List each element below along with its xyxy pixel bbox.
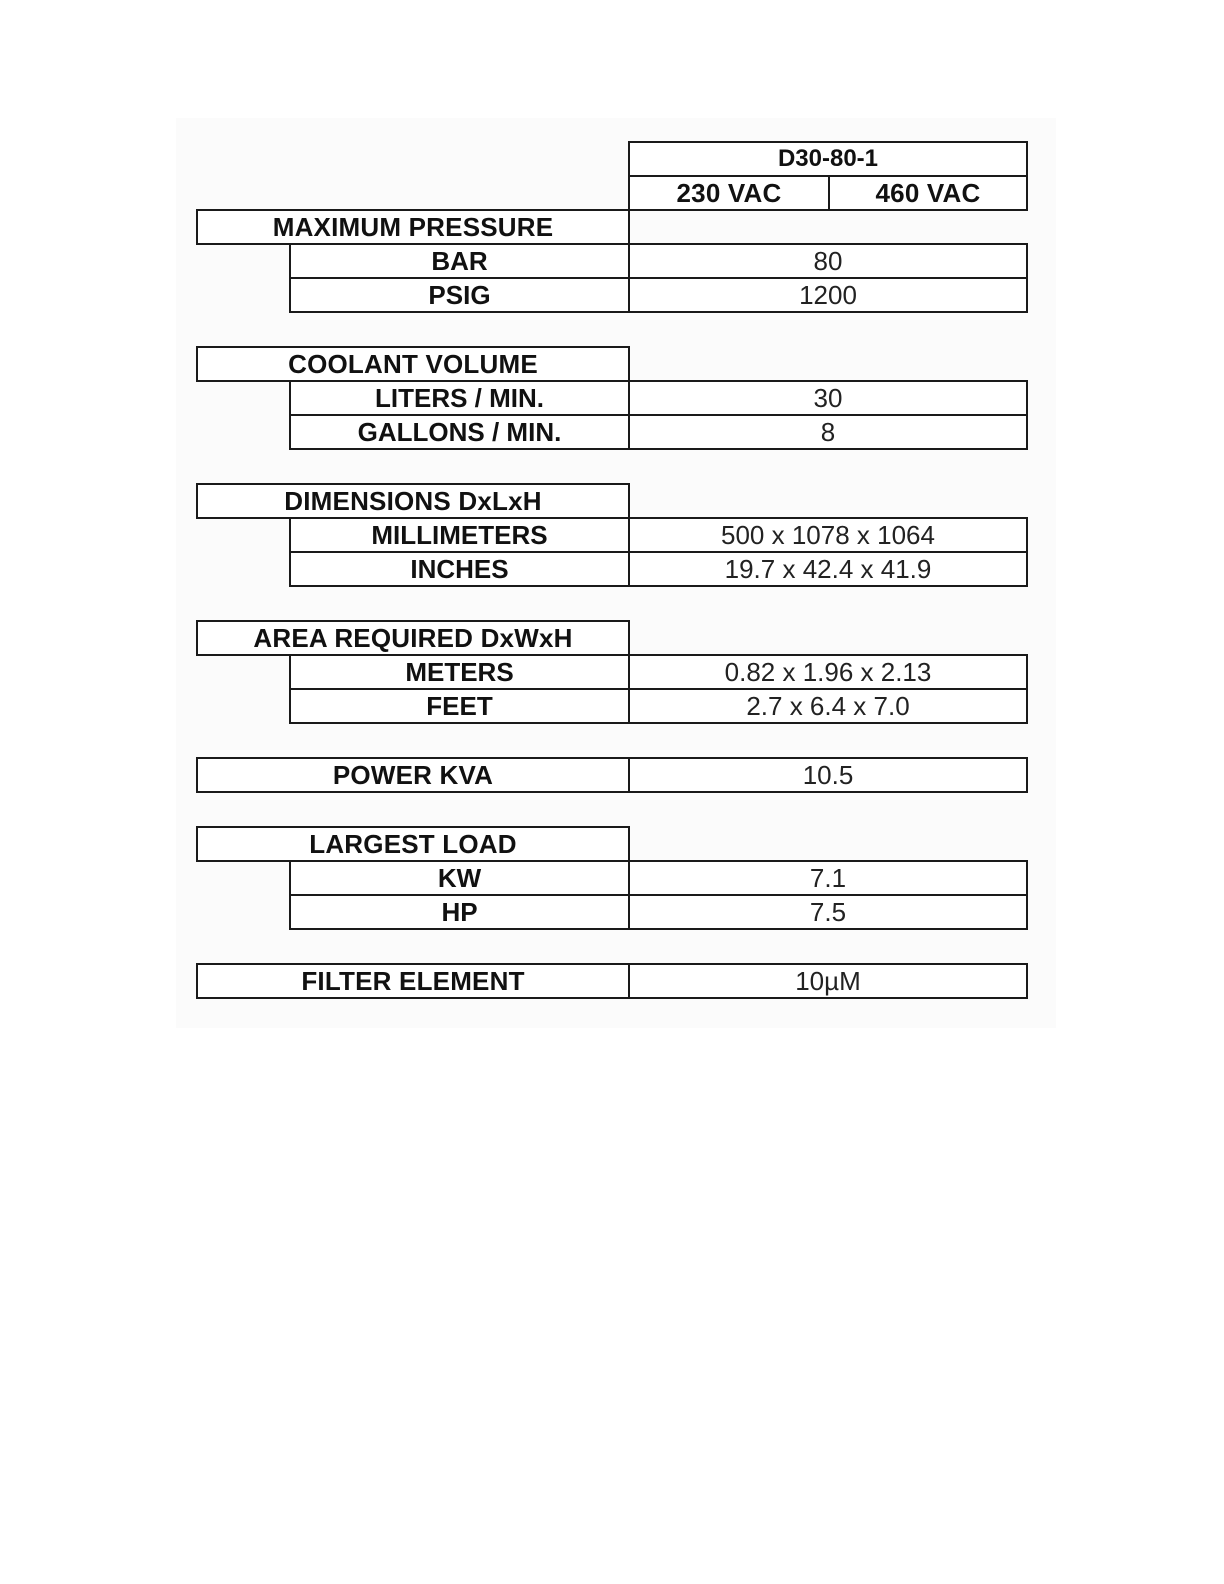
- row-value-liters-per-min: 30: [628, 380, 1028, 416]
- row-label-inches: INCHES: [289, 551, 630, 587]
- section-title-area-required: AREA REQUIRED DxWxH: [196, 620, 630, 656]
- row-value-filter-element: 10µM: [628, 963, 1028, 999]
- row-value-inches: 19.7 x 42.4 x 41.9: [628, 551, 1028, 587]
- row-label-gallons-per-min: GALLONS / MIN.: [289, 414, 630, 450]
- row-label-liters-per-min: LITERS / MIN.: [289, 380, 630, 416]
- row-label-bar: BAR: [289, 243, 630, 279]
- row-value-psig: 1200: [628, 277, 1028, 313]
- row-label-kw: KW: [289, 860, 630, 896]
- row-value-hp: 7.5: [628, 894, 1028, 930]
- row-label-psig: PSIG: [289, 277, 630, 313]
- spec-sheet: [176, 118, 1056, 1028]
- section-title-max-pressure: MAXIMUM PRESSURE: [196, 209, 630, 245]
- section-title-power-kva: POWER KVA: [196, 757, 630, 793]
- row-value-kw: 7.1: [628, 860, 1028, 896]
- section-title-filter-element: FILTER ELEMENT: [196, 963, 630, 999]
- row-label-meters: METERS: [289, 654, 630, 690]
- voltage-header-230: 230 VAC: [628, 175, 830, 211]
- row-value-meters: 0.82 x 1.96 x 2.13: [628, 654, 1028, 690]
- row-value-millimeters: 500 x 1078 x 1064: [628, 517, 1028, 553]
- row-value-bar: 80: [628, 243, 1028, 279]
- section-title-dimensions: DIMENSIONS DxLxH: [196, 483, 630, 519]
- row-label-millimeters: MILLIMETERS: [289, 517, 630, 553]
- row-value-feet: 2.7 x 6.4 x 7.0: [628, 688, 1028, 724]
- section-title-coolant-volume: COOLANT VOLUME: [196, 346, 630, 382]
- model-header: D30-80-1: [628, 141, 1028, 177]
- voltage-header-460: 460 VAC: [828, 175, 1028, 211]
- row-label-hp: HP: [289, 894, 630, 930]
- row-label-feet: FEET: [289, 688, 630, 724]
- row-value-power-kva: 10.5: [628, 757, 1028, 793]
- section-title-largest-load: LARGEST LOAD: [196, 826, 630, 862]
- row-value-gallons-per-min: 8: [628, 414, 1028, 450]
